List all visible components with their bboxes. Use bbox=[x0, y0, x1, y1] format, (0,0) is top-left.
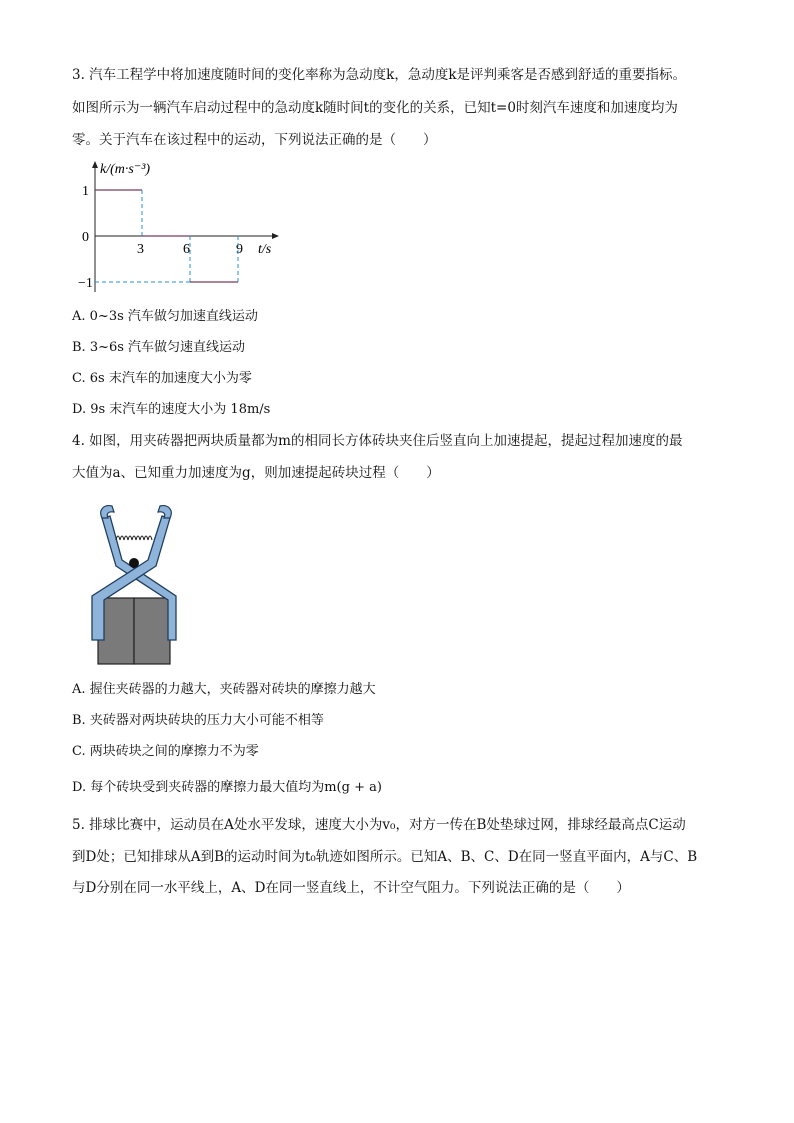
x-tick-3: 3 bbox=[137, 242, 144, 257]
y-tick-0: 0 bbox=[82, 230, 89, 245]
q4-option-b: B. 夹砖器对两块砖块的压力大小可能不相等 bbox=[72, 713, 324, 728]
q5-stem-line-3: 与D分别在同一水平线上，A、D在同一竖直线上，不计空气阻力。下列说法正确的是（ ） bbox=[72, 880, 630, 896]
q3-stem-line-2: 如图所示为一辆汽车启动过程中的急动度k随时间t的变化的关系，已知t=0时刻汽车速度和加速度均为 bbox=[72, 100, 678, 116]
q3-option-d: D. 9s 末汽车的速度大小为 18m/s bbox=[72, 402, 271, 417]
q3-option-c: C. 6s 末汽车的加速度大小为零 bbox=[72, 371, 252, 386]
spring bbox=[116, 536, 152, 540]
x-tick-9: 9 bbox=[236, 242, 243, 257]
brick-clamp-diagram bbox=[88, 500, 184, 668]
y-tick-neg1: −1 bbox=[78, 276, 93, 291]
q5-stem-line-1: 5. 排球比赛中，运动员在A处水平发球，速度大小为v₀，对方一传在B处垫球过网，排球经最高点C运动 bbox=[72, 817, 686, 833]
handle-right bbox=[158, 506, 171, 518]
pivot bbox=[129, 558, 139, 568]
q3-stem-line-3: 零。关于汽车在该过程中的运动，下列说法正确的是（ ） bbox=[72, 132, 437, 148]
q3-stem-line-1: 3. 汽车工程学中将加速度随时间的变化率称为急动度k，急动度k是评判乘客是否感到舒适的重要指标。 bbox=[72, 67, 687, 83]
y-tick-1: 1 bbox=[82, 184, 89, 199]
q3-option-a: A. 0~3s 汽车做匀加速直线运动 bbox=[72, 309, 258, 324]
q4-option-c: C. 两块砖块之间的摩擦力不为零 bbox=[72, 744, 259, 759]
handle-left bbox=[101, 506, 114, 518]
x-axis-label: t/s bbox=[258, 242, 272, 257]
q4-option-a: A. 握住夹砖器的力越大，夹砖器对砖块的摩擦力越大 bbox=[72, 682, 376, 697]
x-tick-6: 6 bbox=[183, 242, 190, 257]
brick-right bbox=[134, 598, 170, 664]
q4-option-d: D. 每个砖块受到夹砖器的摩擦力最大值均为m(g + a) bbox=[72, 780, 382, 795]
q4-stem-line-2: 大值为a、已知重力加速度为g，则加速提起砖块过程（ ） bbox=[72, 465, 440, 481]
q5-stem-line-2: 到D处；已知排球从A到B的运动时间为t₀轨迹如图所示。已知A、B、C、D在同一竖直平面内，A与C、B bbox=[72, 849, 698, 865]
q4-stem-line-1: 4. 如图，用夹砖器把两块质量都为m的相同长方体砖块夹住后竖直向上加速提起，提起过程加速度的最 bbox=[72, 433, 683, 449]
k-t-graph bbox=[78, 156, 288, 296]
y-axis-label: k/(m·s⁻³) bbox=[100, 162, 151, 177]
q3-option-b: B. 3~6s 汽车做匀速直线运动 bbox=[72, 340, 246, 355]
